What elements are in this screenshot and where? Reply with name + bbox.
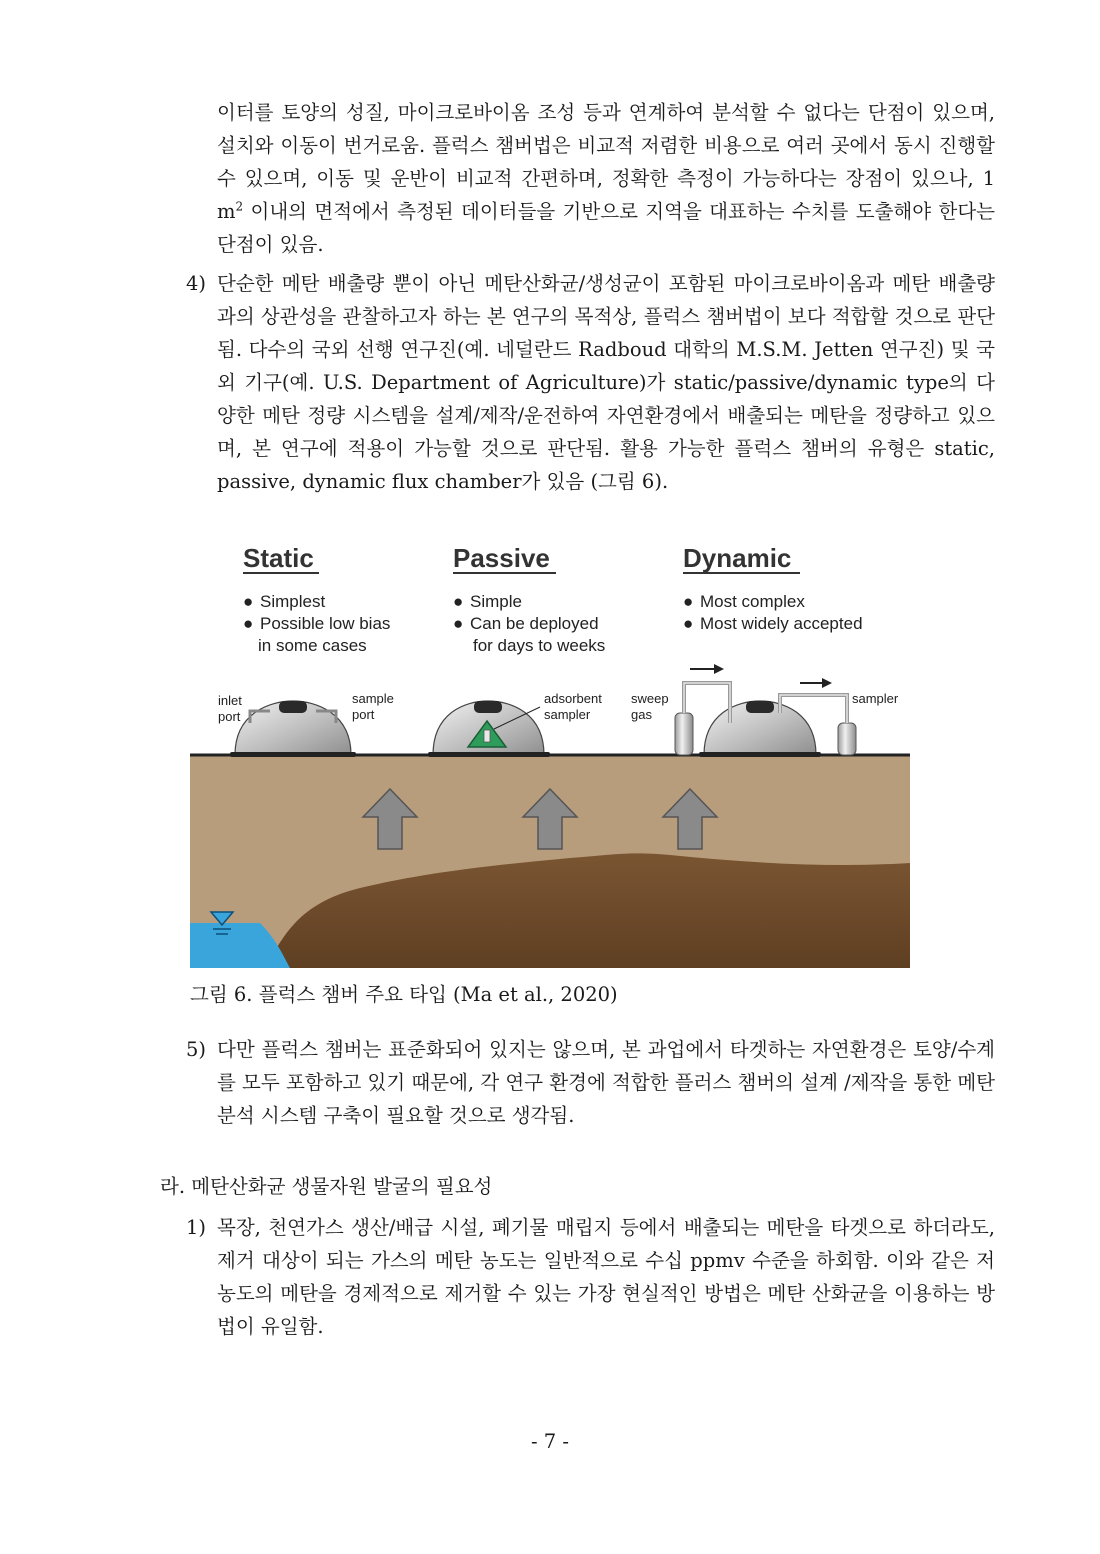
item-text: 단순한 메탄 배출량 뿐이 아닌 메탄산화균/생성균이 포함된 마이크로바이옴과 메탄 배출량과의 상관성을 관찰하고자 하는 본 연구의 목적상, 플럭스 챔버법이 보다 적합할 것으로 판단됨. 다수의 국외 선행 연구진(예. 네덜란드 Radboud 대학의 M.S.M. Jetten 연구진) 및 국외 기구(예. U.S. Department of Agriculture)가 static/passive/dynamic type의 다양한 메탄 정량 시스템을 설계/제작/운전하여 자연환경에서 배출되는 메탄을 정량하고 있으며, 본 연구에 적용이 가능할 것으로 판단됨. 활용 가능한 플럭스 챔버의 유형은 static, passive, dynamic flux chamber가 있음 (그림 6).	[217, 272, 995, 493]
item-number: 1)	[186, 1216, 207, 1239]
sample-label: sample	[352, 691, 394, 706]
page-number: - 7 -	[531, 1430, 569, 1453]
static-bullet-2b: in some cases	[258, 636, 367, 655]
paragraph-top-text: 이터를 토양의 성질, 마이크로바이옴 조성 등과 연계하여 분석할 수 없다는 단점이 있으며, 설치와 이동이 번거로움. 플럭스 챔버법은 비교적 저렴한 비용으로 여러 곳에서 동시 진행할 수 있으며, 이동 및 운반이 비교적 간편하며, 정확한 측정이 가능하다는 장점이 있으나, 1 m	[217, 101, 995, 223]
dynamic-chamber	[631, 664, 899, 757]
dynamic-title: Dynamic	[683, 543, 792, 573]
dynamic-bullet-2: Most widely accepted	[700, 614, 863, 633]
item-number: 5)	[186, 1038, 207, 1061]
bullet-icon: ●	[683, 592, 694, 611]
passive-chamber	[428, 691, 602, 757]
dynamic-sampler-label: sampler	[852, 691, 899, 706]
passive-column	[453, 543, 605, 655]
figure-flux-chamber-types	[190, 533, 910, 968]
passive-bullet-2b: for days to weeks	[473, 636, 606, 655]
section-heading-ra: 라. 메탄산화균 생물자원 발굴의 필요성	[160, 1175, 493, 1198]
passive-bullet-1: Simple	[470, 592, 522, 611]
passive-title: Passive	[453, 543, 550, 573]
bullet-icon: ●	[243, 592, 254, 611]
dynamic-bullet-1: Most complex	[700, 592, 805, 611]
paragraph-top-end: 이내의 면적에서 측정된 데이터들을 기반으로 지역을 대표하는 수치를 도출해야 한다는 단점이 있음.	[217, 200, 995, 256]
static-title: Static	[243, 543, 314, 573]
item-text: 목장, 천연가스 생산/배급 시설, 폐기물 매립지 등에서 배출되는 메탄을 타겟으로 하더라도, 제거 대상이 되는 가스의 메탄 농도는 일반적으로 수십 ppmv 수준을 하회함. 이와 같은 저농도의 메탄을 경제적으로 제거할 수 있는 가장 현실적인 방법은 메탄 산화균을 이용하는 방법이 유일함.	[217, 1216, 995, 1338]
gas-label: gas	[631, 707, 652, 722]
sample-port-label: port	[352, 707, 375, 722]
sweep-label: sweep	[631, 691, 669, 706]
static-bullet-1: Simplest	[260, 592, 326, 611]
inlet-label: inlet	[218, 693, 242, 708]
flux-chamber-diagram	[190, 533, 910, 968]
item-text: 다만 플럭스 챔버는 표준화되어 있지는 않으며, 본 과업에서 타겟하는 자연환경은 토양/수계를 모두 포함하고 있기 때문에, 각 연구 환경에 적합한 플러스 챔버의 설계 /제작을 통한 메탄 분석 시스템 구축이 필요할 것으로 생각됨.	[217, 1038, 995, 1127]
adsorbent-sampler-label: sampler	[544, 707, 591, 722]
list-item-1	[186, 1211, 995, 1343]
static-chamber	[218, 691, 394, 757]
list-item-4	[186, 267, 995, 498]
bullet-icon: ●	[453, 592, 464, 611]
paragraph-top	[217, 96, 995, 261]
bullet-icon: ●	[453, 614, 464, 633]
superscript-2: 2	[235, 199, 244, 214]
adsorbent-label: adsorbent	[544, 691, 602, 706]
list-item-5	[186, 1033, 995, 1132]
bullet-icon: ●	[683, 614, 694, 633]
item-number: 4)	[186, 272, 207, 295]
passive-bullet-2: Can be deployed	[470, 614, 599, 633]
static-column	[243, 543, 390, 655]
dynamic-column	[683, 543, 863, 633]
static-bullet-2: Possible low bias	[260, 614, 391, 633]
bullet-icon: ●	[243, 614, 254, 633]
inlet-port-label: port	[218, 709, 241, 724]
figure-caption: 그림 6. 플럭스 챔버 주요 타입 (Ma et al., 2020)	[190, 983, 618, 1006]
